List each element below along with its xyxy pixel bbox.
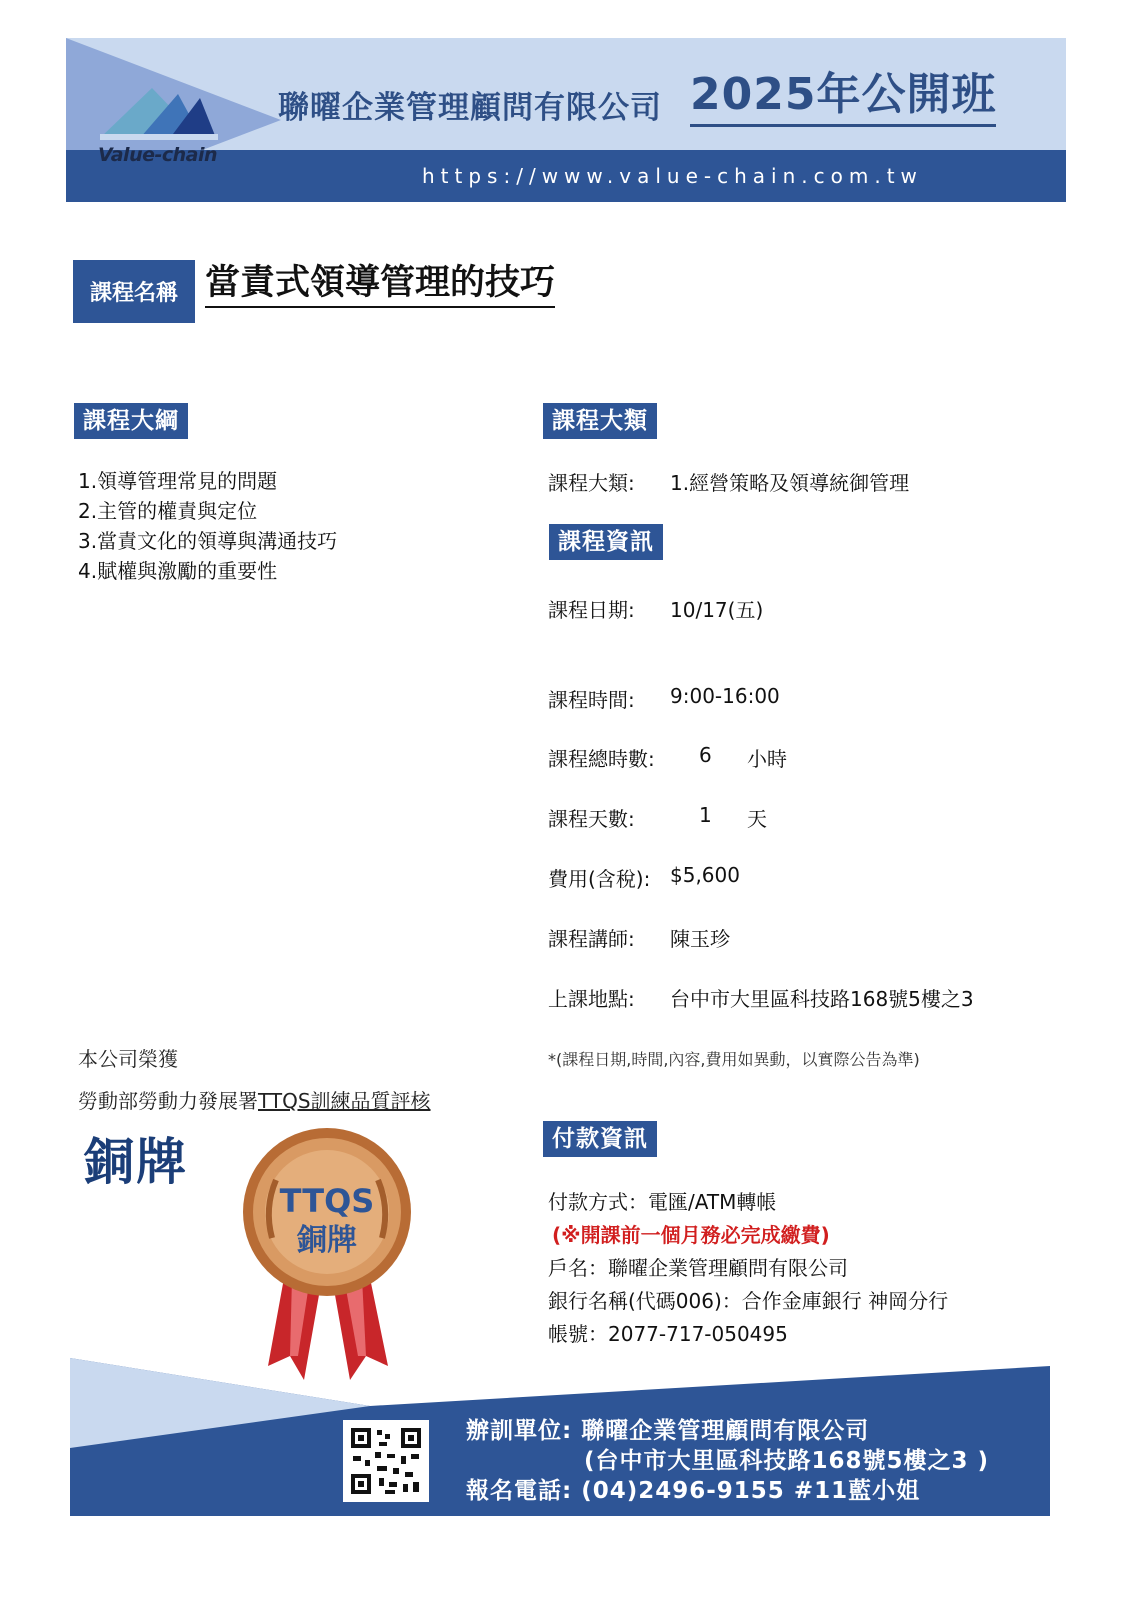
honor-line-2-prefix: 勞動部勞動力發展署 [78, 1089, 258, 1113]
date-value: 10/17(五) [670, 598, 764, 622]
payment-tag: 付款資訊 [543, 1121, 657, 1157]
category-row [548, 467, 910, 496]
logo-text: Value-chain [98, 144, 218, 166]
qr-code-icon[interactable] [343, 1420, 429, 1502]
hours-row [548, 743, 787, 772]
website-link[interactable]: https://www.value-chain.com.tw [422, 164, 923, 188]
outline-tag: 課程大綱 [74, 403, 188, 439]
time-row [548, 684, 780, 713]
header-banner [66, 38, 1066, 202]
outline-list [78, 466, 337, 586]
course-name: 當責式領導管理的技巧 [205, 260, 555, 308]
hours-unit: 小時 [747, 747, 787, 771]
category-value: 1.經營策略及領導統御管理 [670, 471, 910, 495]
teacher-row [548, 923, 730, 952]
fee-label: 費用(含稅): [548, 867, 651, 891]
change-note: *(課程日期,時間,內容,費用如異動，以實際公告為準) [548, 1050, 920, 1069]
payment-method: 付款方式：電匯/ATM轉帳 [548, 1190, 777, 1214]
date-row [548, 594, 764, 623]
hours-label: 課程總時數: [548, 747, 655, 771]
outline-item: 4.賦權與激勵的重要性 [78, 559, 278, 583]
medal-text-ttqs: TTQS [279, 1182, 375, 1220]
days-value: 1 [699, 803, 712, 827]
place-row [548, 983, 974, 1012]
value-chain-logo-icon [100, 80, 218, 140]
honor-line-2-ttqs: TTQS訓練品質評核 [258, 1089, 431, 1113]
account-name: 戶名：聯曜企業管理顧問有限公司 [548, 1256, 848, 1280]
teacher-value: 陳玉珍 [670, 927, 730, 951]
honor-line-1: 本公司榮獲 [78, 1047, 178, 1071]
copper-award-title: 銅牌 [84, 1133, 188, 1191]
time-value: 9:00-16:00 [670, 684, 780, 708]
footer-organizer: 辦訓單位: 聯曜企業管理顧問有限公司 [466, 1418, 870, 1444]
info-tag: 課程資訊 [549, 524, 663, 560]
time-label: 課程時間: [548, 688, 635, 712]
footer-address: (台中市大里區科技路168號5樓之3 ) [584, 1448, 990, 1474]
outline-item: 3.當責文化的領導與溝通技巧 [78, 529, 338, 553]
days-label: 課程天數: [548, 807, 635, 831]
category-tag: 課程大類 [543, 403, 657, 439]
fee-value: $5,600 [670, 863, 740, 887]
teacher-label: 課程講師: [548, 927, 635, 951]
outline-item: 2.主管的權責與定位 [78, 499, 258, 523]
date-label: 課程日期: [548, 598, 635, 622]
footer-phone: 報名電話: (04)2496-9155 #11藍小姐 [466, 1478, 921, 1504]
fee-row [548, 863, 740, 892]
ttqs-medal-icon [232, 1128, 422, 1388]
category-label: 課程大類: [548, 471, 635, 495]
payment-warning: (※開課前一個月務必完成繳費) [552, 1223, 830, 1247]
course-name-label: 課程名稱 [73, 260, 195, 323]
hours-value: 6 [699, 743, 712, 767]
days-row [548, 803, 767, 832]
place-value: 台中市大里區科技路168號5樓之3 [670, 987, 974, 1011]
days-unit: 天 [747, 807, 767, 831]
honor-line-2 [78, 1085, 431, 1114]
medal-text-copper: 銅牌 [297, 1223, 357, 1258]
year-title: 2025年公開班 [690, 66, 996, 127]
account-number: 帳號：2077-717-050495 [548, 1322, 788, 1346]
bank-name: 銀行名稱(代碼006)：合作金庫銀行 神岡分行 [548, 1289, 949, 1313]
place-label: 上課地點: [548, 987, 635, 1011]
outline-item: 1.領導管理常見的問題 [78, 469, 278, 493]
company-title: 聯曜企業管理顧問有限公司 [278, 90, 662, 126]
